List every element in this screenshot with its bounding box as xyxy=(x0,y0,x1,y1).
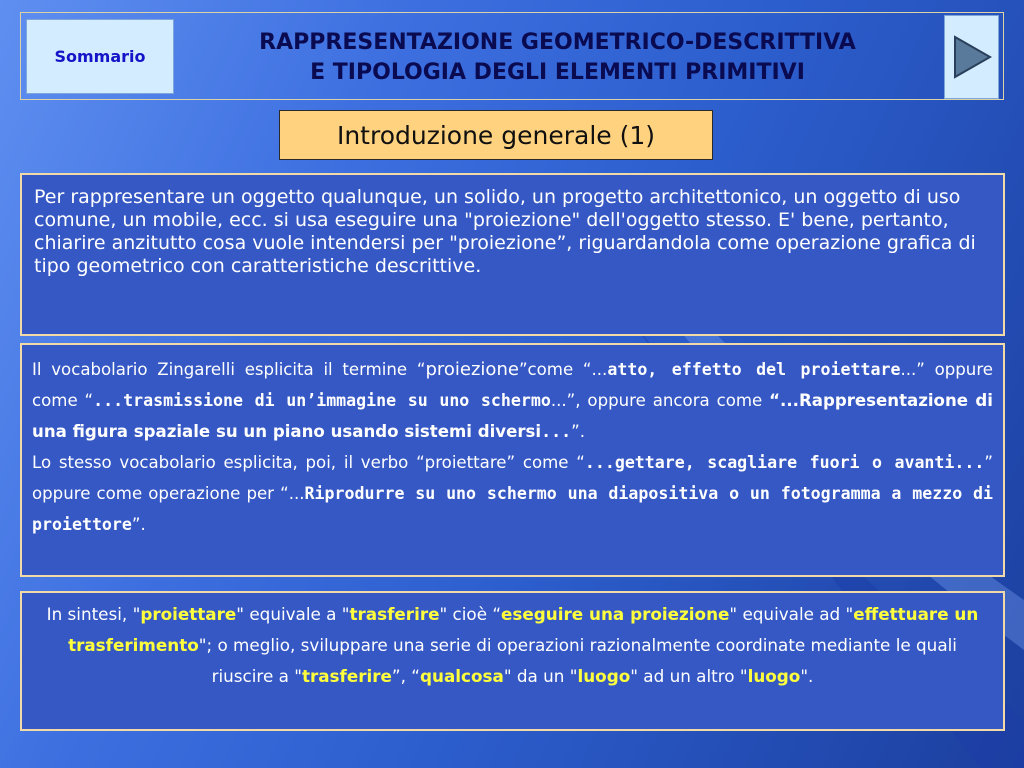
text-span: " da un " xyxy=(503,666,578,686)
intro-text-panel xyxy=(20,173,1005,336)
definition-trasmissione: trasmissione di un’immagine su uno schermo xyxy=(123,391,551,410)
highlight-qualcosa: qualcosa xyxy=(419,666,504,686)
play-triangle-icon xyxy=(951,34,993,80)
intro-paragraph: Per rappresentare un oggetto qualunque, un solido, un progetto architettonico, un oggetto di uso comune, un mobile, ecc. si usa eseguire una "proiezione" dell'oggetto stesso. E' bene, pertanto, chiarire anzitutto cosa vuole intendersi per "proiezione”, riguardandola come operazione grafica di tipo geometrico con caratteristiche descrittive. xyxy=(34,186,976,277)
text-span: "; o meglio, sviluppare una serie di operazioni razionalmente coordinate mediante le quali riuscire a " xyxy=(198,635,957,686)
title-line-2: E TIPOLOGIA DEGLI ELEMENTI PRIMITIVI xyxy=(310,60,805,85)
text-span: " cioè “ xyxy=(439,604,502,624)
definition-rappresentazione: Rappresentazione di una figura spaziale su un piano usando sistemi diversi xyxy=(32,391,993,441)
definition-atto-effetto: atto, effetto del proiettare xyxy=(607,360,901,379)
definition-gettare: gettare, scagliare fuori o avanti xyxy=(614,453,955,472)
text-span: " equivale ad " xyxy=(729,604,854,624)
highlight-trasferire: trasferire xyxy=(349,604,440,624)
highlight-eseguire-proiezione: eseguire una proiezione xyxy=(501,604,730,624)
text-span: " ad un altro " xyxy=(630,666,748,686)
highlight-trasferire-2: trasferire xyxy=(301,666,392,686)
definition-paragraph-2 xyxy=(32,447,993,540)
text-span: In sintesi, " xyxy=(46,604,141,624)
next-slide-button[interactable] xyxy=(944,15,999,99)
text-span: Il vocabolario Zingarelli esplicita il termine “ xyxy=(32,360,426,379)
title-line-1: RAPPRESENTAZIONE GEOMETRICO-DESCRITTIVA xyxy=(259,30,856,55)
page-title xyxy=(180,28,935,88)
summary-button[interactable] xyxy=(26,19,174,94)
highlight-luogo: luogo xyxy=(577,666,631,686)
highlight-luogo-2: luogo xyxy=(747,666,801,686)
definitions-panel xyxy=(20,343,1005,577)
ellipsis: ... xyxy=(584,453,615,472)
ellipsis: ... xyxy=(93,391,124,410)
text-span: " equivale a " xyxy=(236,604,350,624)
ellipsis: ... xyxy=(954,453,985,472)
highlight-proiettare: proiettare xyxy=(140,604,237,624)
text-span: ”, “ xyxy=(391,666,420,686)
open-quote: “... xyxy=(769,391,799,410)
text-span: ”. xyxy=(571,422,585,441)
text-span: ”. xyxy=(131,515,146,534)
text-span: ”come “... xyxy=(518,360,608,379)
text-span: ...” oppure come “ xyxy=(32,360,993,410)
text-span: Lo stesso vocabolario esplicita, poi, il verbo “proiettare” come “ xyxy=(32,453,585,472)
highlight-effettuare-trasferimento: effettuare un trasferimento xyxy=(68,604,979,655)
section-subtitle-text: Introduzione generale (1) xyxy=(336,120,656,150)
term-proiezione: proiezione xyxy=(425,359,519,380)
summary-panel xyxy=(20,591,1005,731)
definition-riprodurre: Riprodurre su uno schermo una diapositiva o un fotogramma a mezzo di proiettore xyxy=(32,484,993,534)
text-span: ". xyxy=(800,666,814,686)
text-span: ...”, oppure ancora come xyxy=(550,391,770,410)
text-span: ” oppure come operazione per “... xyxy=(32,453,994,503)
definition-paragraph-1 xyxy=(32,354,993,447)
summary-button-label: Sommario xyxy=(54,47,146,66)
section-subtitle xyxy=(279,110,713,160)
ellipsis: ... xyxy=(541,422,572,441)
